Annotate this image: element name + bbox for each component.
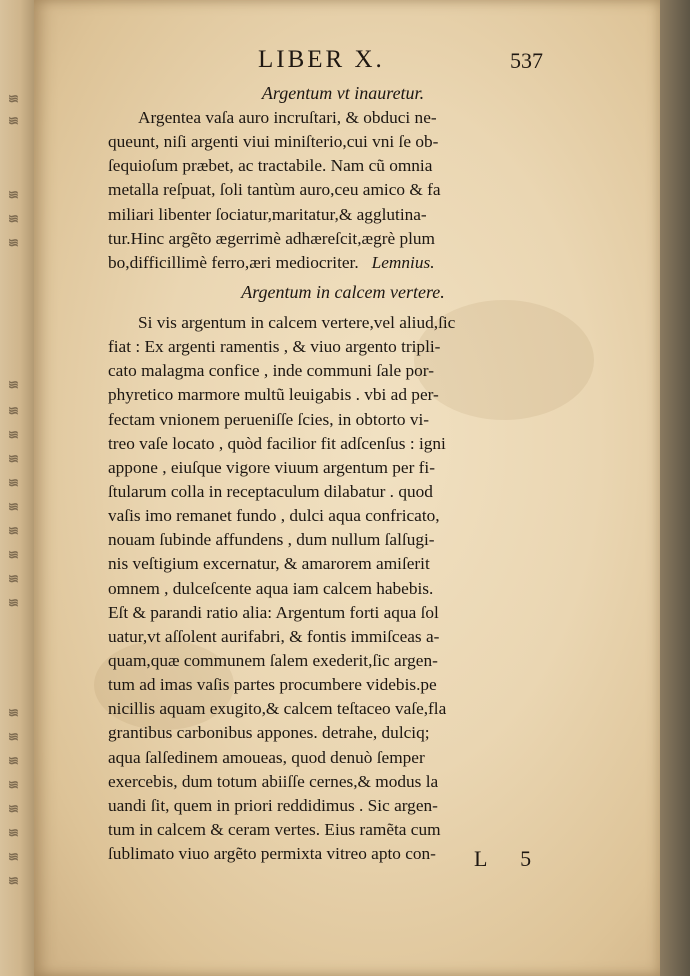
text-line: ſublimato viuo argẽto permixta vitreo apto con- <box>108 844 436 864</box>
text-line: nouam ſubinde affundens , dum nullum ſalſugi- <box>108 530 435 550</box>
text-line: tur.Hinc argẽto ægerrimè adhæreſcit,ægrè plum <box>108 228 435 248</box>
bleed-mark: ≋ <box>8 235 19 250</box>
text-line: fectam vnionem perueniſſe ſcies, in obtorto vi- <box>108 409 430 429</box>
author-citation: Lemnius. <box>371 252 435 272</box>
bleed-mark: ≋ <box>8 729 19 744</box>
bleed-mark: ≋ <box>8 571 19 586</box>
bleed-mark: ≋ <box>8 547 19 562</box>
gutter-bleed <box>0 0 34 976</box>
bleed-mark: ≋ <box>8 753 19 768</box>
text-line: uandi ſit, quem in priori reddidimus . Sic argen- <box>108 795 438 815</box>
bleed-mark: ≋ <box>8 777 19 792</box>
text-block <box>108 80 578 866</box>
text-line-content: bo,difficillimè ferro,æri mediocriter. <box>108 252 359 272</box>
bleed-mark: ≋ <box>8 91 19 106</box>
text-line: omnem , dulceſcente aqua iam calcem habebis. <box>108 578 434 598</box>
bleed-mark: ≋ <box>8 377 19 392</box>
text-line: uatur,vt aſſolent aurifabri, & fontis immiſceas a- <box>108 626 440 646</box>
page-header <box>34 46 660 78</box>
text-line: treo vaſe locato , quòd facilior fit adſcenſus : igni <box>108 433 446 453</box>
text-line: Eſt & parandi ratio alia: Argentum forti aqua ſol <box>108 602 439 622</box>
bleed-mark: ≋ <box>8 475 19 490</box>
text-line: quam,quæ communem ſalem exederit,ſic argen- <box>108 650 438 670</box>
bleed-mark: ≋ <box>8 705 19 720</box>
text-line: miliari libenter ſociatur,maritatur,& agglutina- <box>108 204 427 224</box>
bleed-mark: ≋ <box>8 849 19 864</box>
text-line: cato malagma confice , inde communi ſale por- <box>108 361 434 381</box>
bleed-mark: ≋ <box>8 211 19 226</box>
bleed-mark: ≋ <box>8 427 19 442</box>
text-line: nicillis aquam exugito,& calcem teſtaceo vaſe,fla <box>108 699 447 719</box>
text-line: nis veſtigium excernatur, & amarorem amiſerit <box>108 554 430 574</box>
page-number: 537 <box>510 48 543 73</box>
text-line <box>108 251 578 275</box>
book-page <box>34 0 660 976</box>
section-heading: Argentum in calcem vertere. <box>241 281 445 302</box>
text-line: fiat : Ex argenti ramentis , & viuo argento tripli- <box>108 337 441 357</box>
text-line: tum in calcem & ceram vertes. Eius ramẽta cum <box>108 819 441 839</box>
signature-mark: L 5 <box>474 846 546 871</box>
bleed-mark: ≋ <box>8 523 19 538</box>
text-line: metalla reſpuat, ſoli tantùm auro,ceu amico & fa <box>108 180 441 200</box>
text-line: Si vis argentum in calcem vertere,vel aliud,ſic <box>138 312 456 332</box>
bleed-mark: ≋ <box>8 451 19 466</box>
running-title: LIBER X. <box>258 46 385 73</box>
bleed-mark: ≋ <box>8 595 19 610</box>
text-line: tum ad imas vaſis partes procumbere videbis.pe <box>108 675 437 695</box>
page-edge-shadow <box>660 0 690 976</box>
bleed-mark: ≋ <box>8 801 19 816</box>
section-heading: Argentum vt inauretur. <box>261 83 425 103</box>
text-line: aqua ſalſedinem amoueas, quod denuò ſemper <box>108 747 425 767</box>
text-line: queunt, niſi argenti viui miniſterio,cui vni ſe ob- <box>108 132 439 152</box>
bleed-mark: ≋ <box>8 499 19 514</box>
text-line: appone , eiuſque vigore viuum argentum per fi- <box>108 457 435 477</box>
text-line: vaſis imo remanet fundo , dulci aqua confricato, <box>108 506 440 526</box>
text-line: ſequioſum præbet, ac tractabile. Nam cũ omnia <box>108 156 433 176</box>
text-line: grantibus carbonibus appones. detrahe, dulciq; <box>108 723 430 743</box>
text-line: Argentea vaſa auro incruſtari, & obduci ne- <box>138 108 437 127</box>
bleed-mark: ≋ <box>8 187 19 202</box>
text-line: exercebis, dum totum abiiſſe cernes,& modus la <box>108 771 439 791</box>
bleed-mark: ≋ <box>8 113 19 128</box>
bleed-mark: ≋ <box>8 403 19 418</box>
bleed-mark: ≋ <box>8 873 19 888</box>
text-line: ſtularum colla in receptaculum dilabatur . quod <box>108 481 433 501</box>
text-line: phyretico marmore multũ leuigabis . vbi ad per- <box>108 385 439 405</box>
bleed-mark: ≋ <box>8 825 19 840</box>
